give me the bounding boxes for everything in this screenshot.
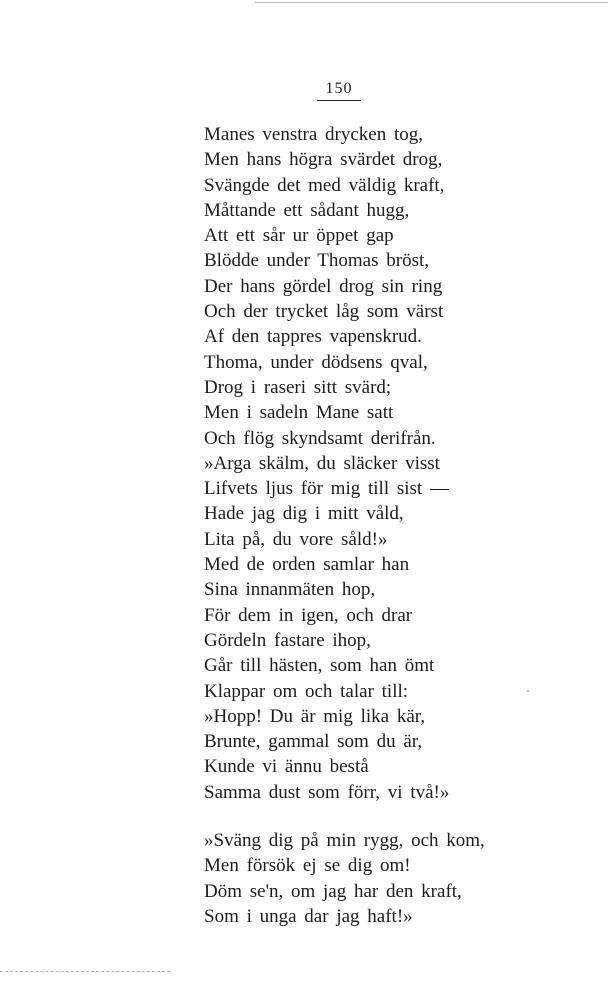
verse-line: »Hopp! Du är mig lika kär, [204,705,426,727]
verse-line: Gördeln fastare ihop, [204,629,371,651]
verse-line: Svängde det med väldig kraft, [204,174,445,196]
top-edge-rule [255,2,608,3]
verse-line: Manes venstra drycken tog, [204,124,423,145]
verse-line: Lifvets ljus för mig till sist — [204,478,449,500]
verse-line: För dem in igen, och drar [204,604,413,626]
verse-line: Men i sadeln Mane satt [204,402,394,424]
paper-speck [527,690,529,692]
verse-line: Drog i raseri sitt svärd; [204,376,392,398]
page-number: 150 [317,80,361,101]
stanza-2 [204,828,604,929]
verse-line: Der hans gördel drog sin ring [204,275,443,297]
verse-line: Lita på, du vore såld!» [204,528,388,550]
poem-text [204,122,604,929]
verse-line: Kunde vi ännu bestå [204,756,369,778]
verse-line: Måttande ett sådant hugg, [204,199,410,221]
verse-line: Med de orden samlar han [204,554,410,576]
verse-line: »Arga skälm, du släcker visst [204,452,440,474]
stanza-1 [204,122,604,805]
bottom-edge-rule [0,971,170,972]
verse-line: Och der trycket låg som värst [204,301,444,323]
verse-line: Hade jag dig i mitt våld, [204,503,404,525]
verse-line: Blödde under Thomas bröst, [204,250,430,272]
verse-line: Men hans högra svärdet drog, [204,149,443,171]
verse-line: Och flög skyndsamt derifrån. [204,427,436,449]
verse-line: Sina innanmäten hop, [204,579,376,601]
verse-line: Klappar om och talar till: [204,680,409,702]
verse-line: Att ett sår ur öppet gap [204,225,394,247]
verse-line: Döm se'n, om jag har den kraft, [204,880,462,902]
verse-line: Går till hästen, som han ömt [204,655,435,677]
verse-line: »Sväng dig på min rygg, och kom, [204,830,485,852]
verse-line: Men försök ej se dig om! [204,855,411,877]
verse-line: Af den tappres vapenskrud. [204,326,422,348]
verse-line: Thoma, under dödsens qval, [204,351,428,373]
verse-line: Brunte, gammal som du är, [204,731,423,753]
verse-line: Som i unga dar jag haft!» [204,905,413,927]
verse-line: Samma dust som förr, vi två!» [204,781,450,803]
